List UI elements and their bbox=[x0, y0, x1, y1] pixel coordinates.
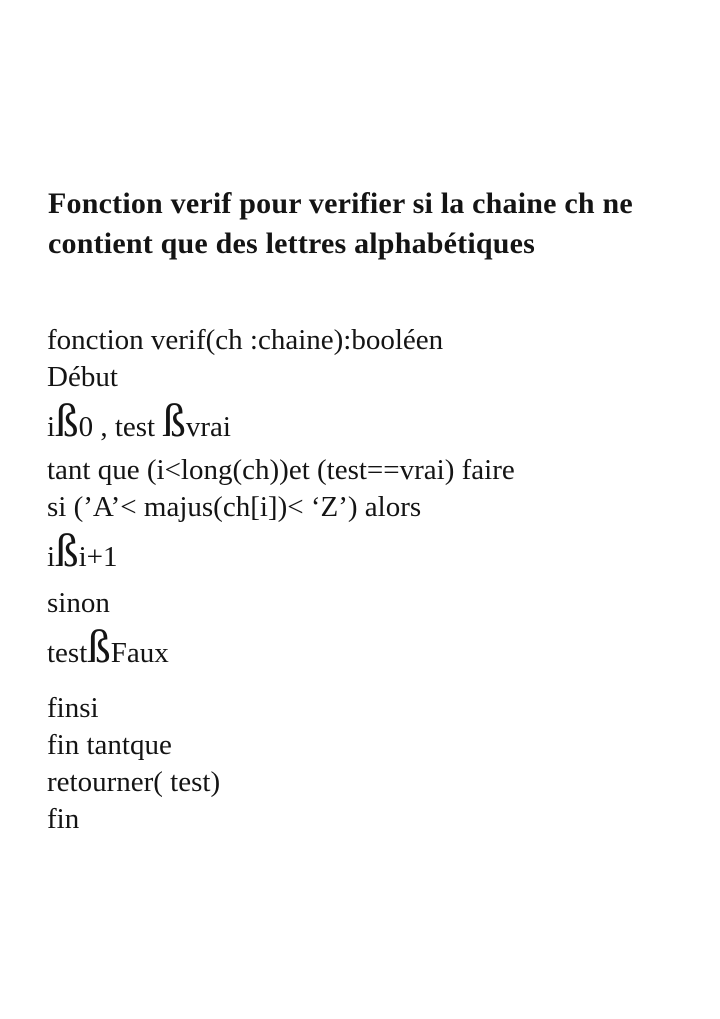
code-text: Faux bbox=[110, 637, 169, 669]
code-text: i bbox=[47, 411, 56, 443]
code-line bbox=[47, 526, 700, 576]
code-text: retourner( test) bbox=[47, 766, 221, 798]
code-line bbox=[47, 801, 700, 838]
code-text: vrai bbox=[185, 411, 231, 443]
code-line bbox=[47, 622, 700, 672]
code-line bbox=[47, 396, 700, 446]
assignment-arrow-glyph: ß bbox=[87, 621, 111, 673]
assignment-arrow-glyph: ß bbox=[162, 395, 186, 447]
code-line bbox=[47, 452, 700, 489]
code-text: fin bbox=[47, 803, 80, 835]
code-line bbox=[47, 585, 700, 622]
code-text: tant que (i<long(ch))et (test==vrai) faire bbox=[47, 454, 515, 486]
code-line bbox=[47, 359, 700, 396]
assignment-arrow-glyph: ß bbox=[55, 525, 79, 577]
code-text: fin tantque bbox=[47, 729, 172, 761]
code-block bbox=[47, 322, 700, 838]
code-text: finsi bbox=[47, 692, 99, 724]
code-text: fonction verif(ch :chaine):booléen bbox=[47, 324, 444, 356]
code-line bbox=[47, 322, 700, 359]
title-line-2: contient que des lettres alphabétiques bbox=[48, 227, 536, 260]
document-title bbox=[48, 184, 690, 264]
assignment-arrow-glyph: ß bbox=[55, 395, 79, 447]
code-line bbox=[47, 690, 700, 727]
code-text: si (’A’< majus(ch[i])< ‘Z’) alors bbox=[47, 491, 422, 523]
code-line bbox=[47, 489, 700, 526]
title-line-1: Fonction verif pour verifier si la chaine ch ne bbox=[48, 187, 633, 220]
code-line bbox=[47, 727, 700, 764]
code-text: i+1 bbox=[78, 541, 118, 573]
code-text: test bbox=[47, 637, 88, 669]
code-text: 0 , test bbox=[78, 411, 163, 443]
code-text: sinon bbox=[47, 587, 110, 619]
code-text: i bbox=[47, 541, 56, 573]
code-line bbox=[47, 764, 700, 801]
code-text: Début bbox=[47, 361, 118, 393]
